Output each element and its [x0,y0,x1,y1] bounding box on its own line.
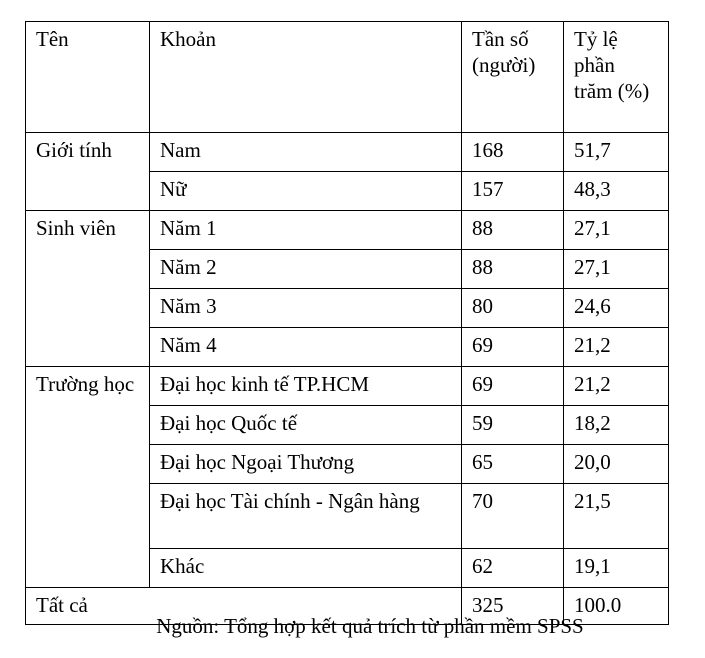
item-cell: Năm 2 [150,250,462,289]
item-cell: Đại học Tài chính - Ngân hàng [150,484,462,549]
percent-cell: 27,1 [564,211,669,250]
count-cell: 65 [462,445,564,484]
count-cell: 59 [462,406,564,445]
item-cell: Năm 4 [150,328,462,367]
count-cell: 69 [462,367,564,406]
header-name: Tên [26,22,150,133]
item-cell: Đại học Ngoại Thương [150,445,462,484]
source-caption: Nguồn: Tổng hợp kết quả trích từ phần mềm SPSS [156,614,584,638]
header-item: Khoản [150,22,462,133]
item-cell: Năm 1 [150,211,462,250]
item-cell: Nam [150,133,462,172]
count-cell: 88 [462,211,564,250]
item-cell: Năm 3 [150,289,462,328]
percent-cell: 48,3 [564,172,669,211]
count-cell: 70 [462,484,564,549]
group-school: Trường học [26,367,150,588]
percent-cell: 18,2 [564,406,669,445]
total-label: Tất cả [26,588,462,625]
count-cell: 62 [462,549,564,588]
percent-cell: 27,1 [564,250,669,289]
statistics-table-container [25,21,668,625]
total-count: 325 [462,588,564,625]
count-cell: 168 [462,133,564,172]
header-frequency: Tần số (người) [462,22,564,133]
count-cell: 88 [462,250,564,289]
count-cell: 157 [462,172,564,211]
percent-cell: 21,5 [564,484,669,549]
table-row [26,367,669,406]
count-cell: 80 [462,289,564,328]
percent-cell: 24,6 [564,289,669,328]
percent-cell: 21,2 [564,367,669,406]
item-cell: Nữ [150,172,462,211]
item-cell: Đại học Quốc tế [150,406,462,445]
group-student: Sinh viên [26,211,150,367]
table-row [26,211,669,250]
header-row [26,22,669,133]
percent-cell: 51,7 [564,133,669,172]
percent-cell: 20,0 [564,445,669,484]
table-row [26,133,669,172]
statistics-table [25,21,669,625]
item-cell: Khác [150,549,462,588]
total-percent: 100.0 [564,588,669,625]
group-gender: Giới tính [26,133,150,211]
header-percent: Tỷ lệ phần trăm (%) [564,22,669,133]
percent-cell: 19,1 [564,549,669,588]
count-cell: 69 [462,328,564,367]
percent-cell: 21,2 [564,328,669,367]
item-cell: Đại học kinh tế TP.HCM [150,367,462,406]
